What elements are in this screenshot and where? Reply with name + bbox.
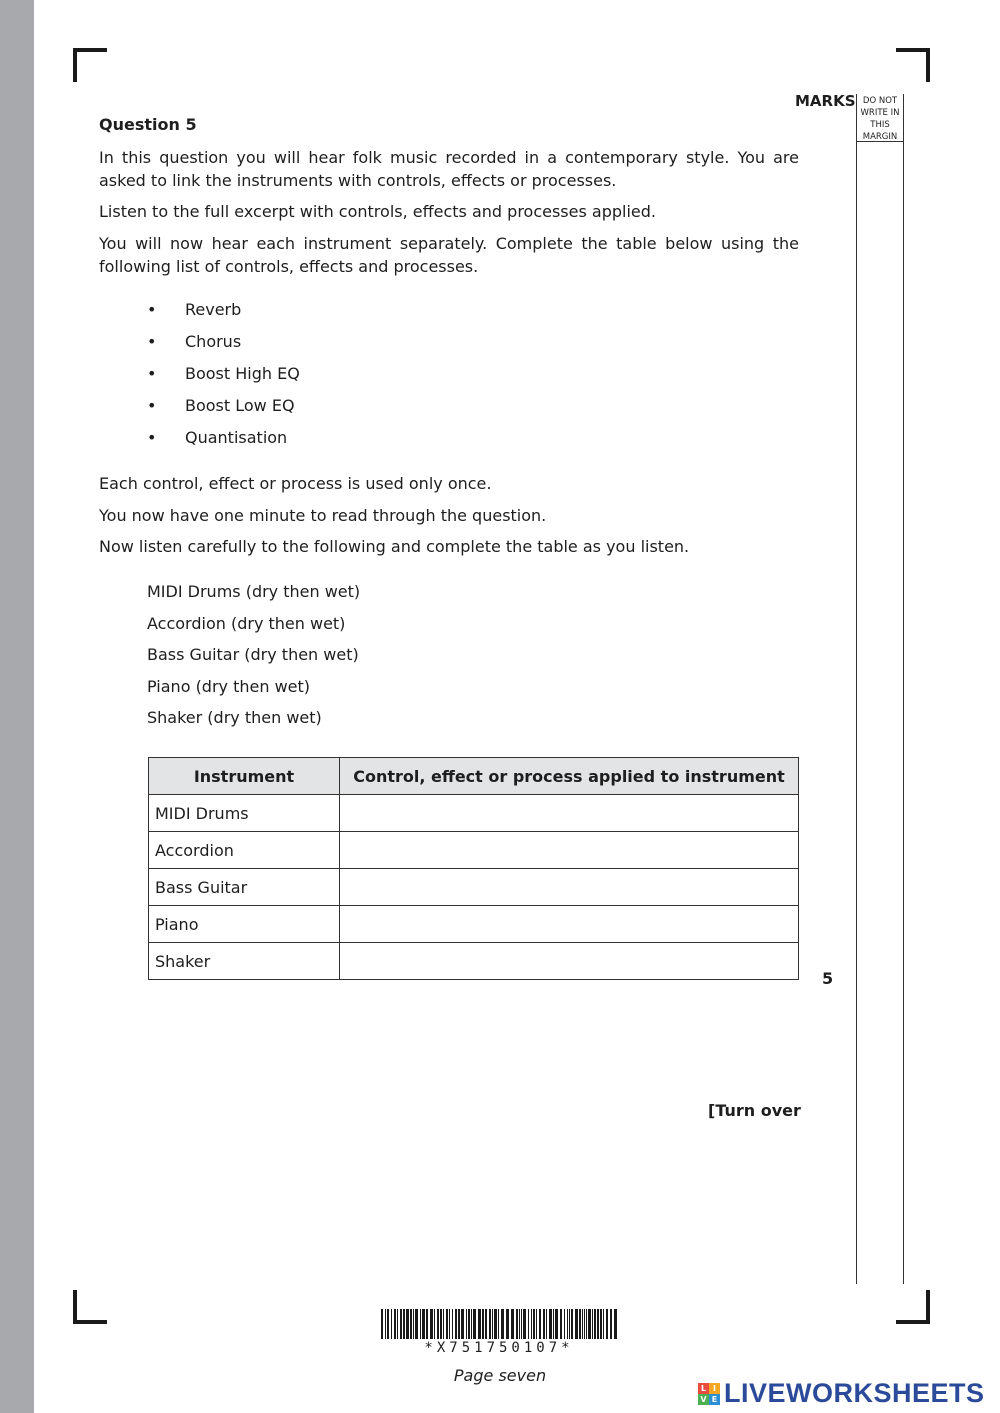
barcode-bar <box>492 1309 493 1339</box>
barcode-bar <box>546 1309 547 1339</box>
list-item: • Reverb <box>147 300 242 319</box>
turn-over-label: [Turn over <box>708 1101 801 1120</box>
answer-cell[interactable] <box>340 832 799 869</box>
options-list <box>99 298 300 458</box>
barcode-bar <box>403 1309 405 1339</box>
answer-header: Control, effect or process applied to instrument <box>340 758 799 795</box>
table-row <box>149 795 799 832</box>
barcode-bar <box>498 1309 499 1339</box>
listen-now-instruction: Now listen carefully to the following and complete the table as you listen. <box>99 537 690 556</box>
barcode-bar <box>422 1309 425 1339</box>
barcode-bar <box>471 1309 472 1339</box>
answer-cell[interactable] <box>340 943 799 980</box>
do-not-write-notice: DO NOT WRITE IN THIS MARGIN <box>857 94 903 142</box>
barcode-bar <box>516 1309 518 1339</box>
barcode-bar <box>437 1309 439 1339</box>
barcode-bar <box>455 1309 457 1339</box>
barcode-bar <box>501 1309 504 1339</box>
barcode-bar <box>394 1309 396 1339</box>
crop-mark-top-left <box>73 48 107 82</box>
list-item: • Boost Low EQ <box>147 396 295 415</box>
barcode-bar <box>575 1309 578 1339</box>
table-header-row <box>149 758 799 795</box>
answer-table <box>148 757 799 980</box>
barcode-bar <box>533 1309 535 1339</box>
barcode-bar <box>586 1309 587 1339</box>
liveworksheets-logo <box>698 1378 985 1409</box>
barcode-bar <box>594 1309 596 1339</box>
barcode-bar <box>473 1309 476 1339</box>
barcode-number: *X751750107* <box>424 1340 574 1356</box>
answer-cell[interactable] <box>340 795 799 832</box>
question-intro: In this question you will hear folk music recorded in a contemporary style. You are asked to link the instruments with controls, effects or processes. <box>99 148 799 190</box>
barcode-bar <box>506 1309 509 1339</box>
page-number: Page seven <box>453 1366 547 1385</box>
question-title: Question 5 <box>99 115 197 134</box>
barcode-bar <box>521 1309 522 1339</box>
barcode-bar <box>600 1309 602 1339</box>
table-row <box>149 832 799 869</box>
answer-cell[interactable] <box>340 869 799 906</box>
instrument-cell: Shaker <box>149 943 340 980</box>
barcode-bar <box>531 1309 532 1339</box>
barcode-bar <box>567 1309 568 1339</box>
barcode-bar <box>553 1309 554 1339</box>
barcode-bar <box>511 1309 514 1339</box>
barcode-bar <box>440 1309 442 1339</box>
table-row <box>149 869 799 906</box>
liveworksheets-icon: L I V E <box>698 1383 720 1405</box>
marks-label: MARKS <box>795 92 856 110</box>
crop-mark-bottom-right <box>896 1290 930 1324</box>
instrument-header: Instrument <box>149 758 340 795</box>
barcode-bar <box>397 1309 398 1339</box>
barcode-bar <box>485 1309 487 1339</box>
list-item: Bass Guitar (dry then wet) <box>147 645 359 665</box>
barcode-bar <box>579 1309 581 1339</box>
barcode-bar <box>523 1309 526 1339</box>
listen-full-instruction: Listen to the full excerpt with controls, effects and processes applied. <box>99 202 656 221</box>
barcode-bar <box>391 1309 392 1339</box>
read-time-note: You now have one minute to read through the question. <box>99 506 547 525</box>
barcode-bar <box>614 1309 617 1339</box>
barcode-bar <box>494 1309 497 1339</box>
list-item: Piano (dry then wet) <box>147 676 311 696</box>
barcode-bar <box>588 1309 591 1339</box>
list-item: Accordion (dry then wet) <box>147 613 346 633</box>
barcode-bar <box>468 1309 470 1339</box>
barcode-bar <box>606 1309 608 1339</box>
barcode-bar <box>560 1309 562 1339</box>
barcode-bar <box>387 1309 389 1339</box>
barcode-bar <box>582 1309 583 1339</box>
barcode-bar <box>420 1309 421 1339</box>
barcode-bar <box>461 1309 464 1339</box>
list-item: • Boost High EQ <box>147 364 300 383</box>
total-marks: 5 <box>822 969 834 988</box>
crop-mark-top-right <box>896 48 930 82</box>
barcode-bar <box>539 1309 541 1339</box>
barcode-bar <box>571 1309 573 1339</box>
instrument-cell: Accordion <box>149 832 340 869</box>
barcode-bar <box>446 1309 448 1339</box>
barcode-bar <box>400 1309 402 1339</box>
barcode-bar <box>406 1309 409 1339</box>
marks-margin-column <box>856 94 904 1284</box>
used-once-note: Each control, effect or process is used only once. <box>99 474 492 493</box>
barcode-bar <box>415 1309 418 1339</box>
list-item: Shaker (dry then wet) <box>147 708 322 728</box>
barcode-bar <box>413 1309 414 1339</box>
barcode-bar <box>381 1309 383 1339</box>
barcode-bar <box>410 1309 412 1339</box>
barcode-bar <box>466 1309 467 1339</box>
list-item: MIDI Drums (dry then wet) <box>147 582 361 601</box>
barcode-bar <box>584 1309 585 1339</box>
barcode-bar <box>528 1309 529 1339</box>
barcode-bar <box>592 1309 593 1339</box>
barcode-icon <box>381 1309 617 1339</box>
list-item: • Quantisation <box>147 428 288 447</box>
barcode-bar <box>489 1309 491 1339</box>
barcode-bar <box>536 1309 537 1339</box>
barcode-bar <box>564 1309 565 1339</box>
barcode-bar <box>519 1309 520 1339</box>
barcode-bar <box>452 1309 453 1339</box>
barcode-bar <box>569 1309 570 1339</box>
table-row <box>149 943 799 980</box>
barcode-bar <box>478 1309 481 1339</box>
barcode-bar <box>385 1309 386 1339</box>
table-instruction: You will now hear each instrument separately. Complete the table below using the following list of controls, effects and processes. <box>99 234 799 276</box>
barcode-bar <box>610 1309 612 1339</box>
instrument-cell: Piano <box>149 906 340 943</box>
barcode-bar <box>597 1309 599 1339</box>
barcode-bar <box>603 1309 604 1339</box>
liveworksheets-wordmark: LIVEWORKSHEETS <box>724 1378 985 1408</box>
barcode-bar <box>434 1309 435 1339</box>
barcode-bar <box>449 1309 450 1339</box>
instrument-cell: MIDI Drums <box>149 795 340 832</box>
binding-strip <box>0 0 34 1413</box>
barcode-bar <box>426 1309 428 1339</box>
track-list <box>147 580 360 738</box>
barcode-bar <box>482 1309 484 1339</box>
crop-mark-bottom-left <box>73 1290 107 1324</box>
table-row <box>149 906 799 943</box>
answer-cell[interactable] <box>340 906 799 943</box>
barcode-bar <box>430 1309 433 1339</box>
list-item: • Chorus <box>147 332 242 351</box>
barcode-bar <box>443 1309 444 1339</box>
instrument-cell: Bass Guitar <box>149 869 340 906</box>
barcode-bar <box>555 1309 558 1339</box>
barcode-bar <box>549 1309 552 1339</box>
barcode-bar <box>458 1309 460 1339</box>
barcode-bar <box>543 1309 545 1339</box>
